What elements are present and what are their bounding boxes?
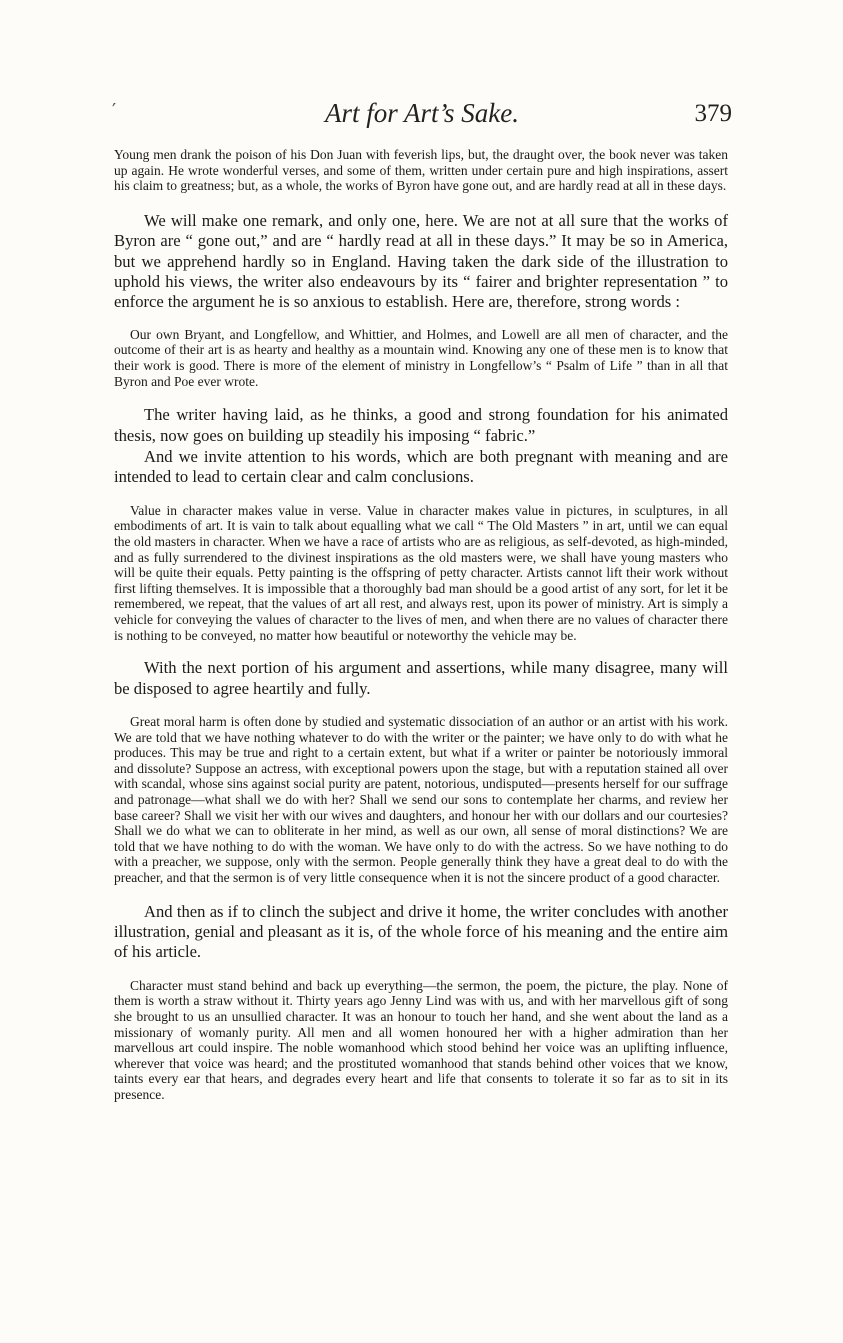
quoted-passage-moral-harm: Great moral harm is often done by studied and systematic dissociation of an author or an artist with his work. We are told that we have nothing whatever to do with the writer or the painter; we have only to do with what he produces. This may be true and right to a certain extent, but what if a writer or painter be notoriously immoral and dissolute? Suppose an actress, with exceptional powers upon the stage, but with a reputation stained all over with scandal, whose sins against social purity are patent, notorious, undisputed—presents herself for our suffrage and patronage—what shall we do with her? Shall we send our sons to contemplate her charms, and review her base career? Shall we visit her with our wives and daughters, and honour her with our dollars and our courtesies? Shall we do what we can to obliterate in her mind, as well as our own, all sense of moral distinctions? We are told that we have nothing to do with the woman. We have only to do with the actress. So we have nothing to do with a preacher, we suppose, only with the sermon. People generally think they have a great deal to do with the preacher, and that the sermon is of very little consequence when it is not the sincere product of a good character. xyxy=(114,713,728,885)
body-paragraph-clinch: And then as if to clinch the subject and drive it home, the writer concludes with another illustration, genial and pleasant as it is, of the whole force of his meaning and the entire aim of his article. xyxy=(114,901,728,962)
running-title: Art for Art’s Sake. xyxy=(324,98,519,128)
body-paragraph-invite: And we invite attention to his words, which are both pregnant with meaning and are intended to lead to certain clear and calm conclusions. xyxy=(114,447,728,487)
body-paragraph-remark: We will make one remark, and only one, here. We are not at all sure that the works of Byron are “ gone out,” and are “ hardly read at all in these days.” It may be so in America, but we apprehend hardly so in England. Having taken the dark side of the illustration to uphold his views, the writer also endeavours by its “ fairer and brighter representation ” to enforce the argument he is so anxious to establish. Here are, therefore, strong words : xyxy=(114,210,728,312)
quoted-passage-character: Character must stand behind and back up everything—the sermon, the poem, the picture, the play. None of them is worth a straw without it. Thirty years ago Jenny Lind was with us, and with her marvellous gift of song she brought to us an unsullied character. It was an honour to touch her hand, and she went about the land as a missionary of womanly purity. All men and all women honoured her with a higher admiration than her marvellous art could inspire. The noble womanhood which stood behind her voice was an uplifting influence, wherever that voice was heard; and the prostituted womanhood that stands behind other voices that we know, taints every ear that hears, and degrades every heart and life that consents to tolerate it so far as to sit in its presence. xyxy=(114,977,728,1102)
quoted-passage-value: Value in character makes value in verse. Value in character makes value in pictures, in sculptures, in all embodiments of art. It is vain to talk about equalling what we call “ The Old Masters ” in art, until we can equal the old masters in character. When we have a race of artists who are as religious, as self-devoted, as high-minded, and as fully surrendered to the divinest inspirations as the old masters were, we shall have young masters who will be quite their equals. Petty painting is the offspring of petty character. Artists cannot lift their work without first lifting themselves. It is impossible that a thoroughly bad man should be a good artist of any sort, for let it be remembered, we repeat, that the values of art all rest, and always rest, upon its power of ministry. Art is simply a vehicle for conveying the values of character to the lives of men, and when there are no values of character there is nothing to be conveyed, no matter how beautiful or noteworthy the vehicle may be. xyxy=(114,502,728,643)
margin-mark: ′ xyxy=(112,100,117,121)
quoted-passage-byron: Young men drank the poison of his Don Juan with feverish lips, but, the draught over, the book never was taken up again. He wrote wonderful verses, and some of them, written under certain pure and high inspirations, assert his claim to greatness; but, as a whole, the works of Byron have gone out, and are hardly read at all in these days. xyxy=(114,147,728,194)
page-number: 379 xyxy=(694,100,732,127)
body-paragraph-next-portion: With the next portion of his argument and assertions, while many disagree, many will be disposed to agree heartily and fully. xyxy=(114,658,728,698)
quoted-passage-bryant: Our own Bryant, and Longfellow, and Whittier, and Holmes, and Lowell are all men of character, and the outcome of their art is as hearty and healthy as a mountain wind. Knowing any one of these men is to know that their work is good. There is more of the element of ministry in Longfellow’s “ Psalm of Life ” than in all that Byron and Poe ever wrote. xyxy=(114,326,728,389)
running-head xyxy=(112,98,732,138)
text-column xyxy=(114,147,728,1102)
body-paragraph-foundation: The writer having laid, as he thinks, a good and strong foundation for his animated thesis, now goes on building up steadily his imposing “ fabric.” xyxy=(114,405,728,445)
